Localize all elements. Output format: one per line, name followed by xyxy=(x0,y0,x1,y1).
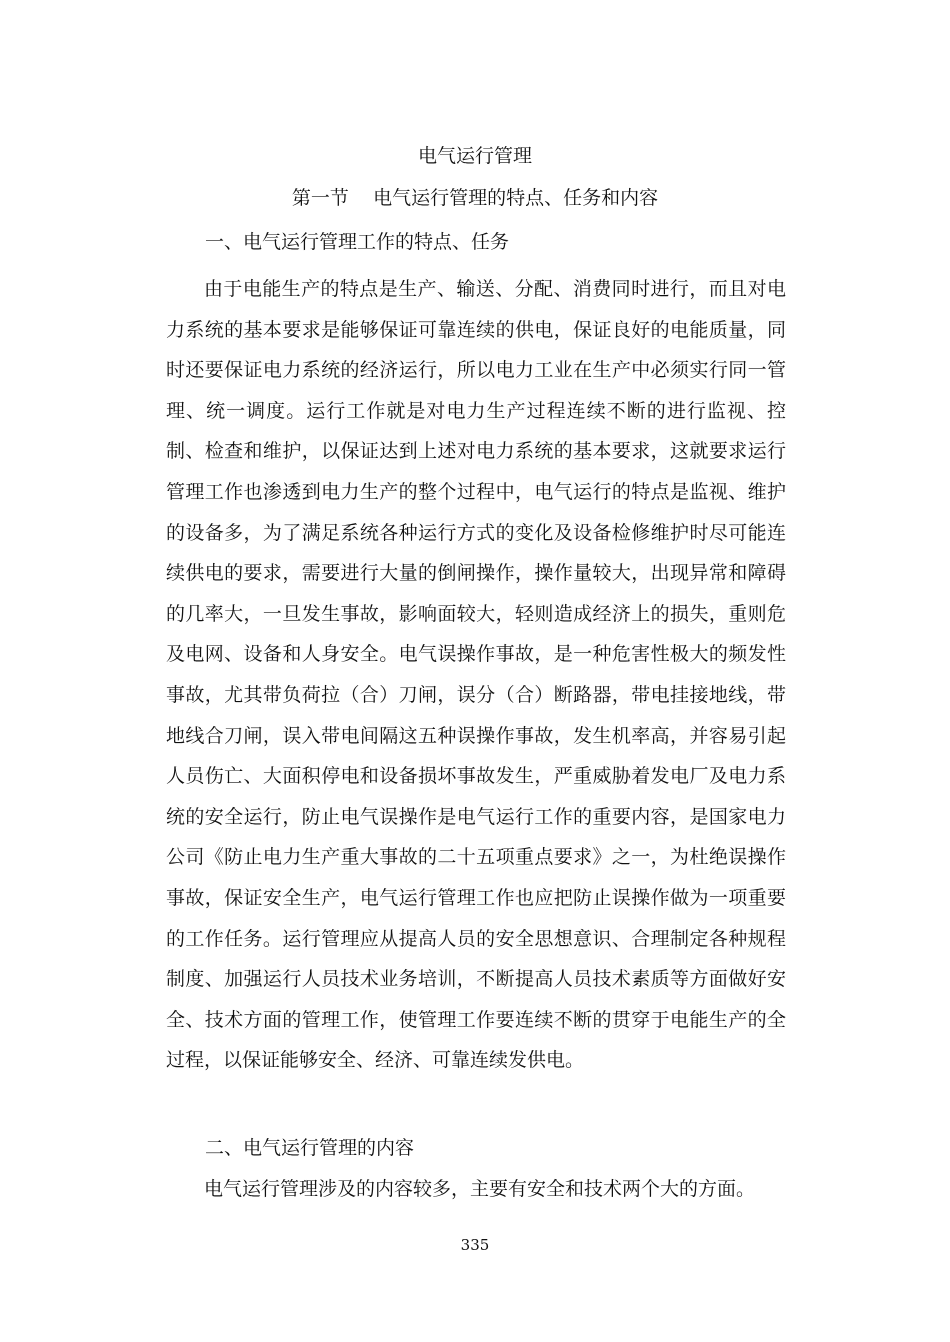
subsection-heading-2: 二、电气运行管理的内容 xyxy=(205,1137,415,1159)
body-paragraph-1: 由于电能生产的特点是生产、输送、分配、消费同时进行，而且对电力系统的基本要求是能够保证可靠连续的供电，保证良好的电能质量，同时还要保证电力系统的经济运行，所以电力工业在生产中必须实行同一管理、统一调度。运行工作就是对电力生产过程连续不断的进行监视、控制、检查和维护，以保证达到上述对电力系统的基本要求，这就要求运行管理工作也渗透到电力生产的整个过程中，电气运行的特点是监视、维护的设备多，为了满足系统各种运行方式的变化及设备检修维护时尽可能连续供电的要求，需要进行大量的倒闸操作，操作量较大，出现异常和障碍的几率大，一旦发生事故，影响面较大，轻则造成经济上的损失，重则危及电网、设备和人身安全。电气误操作事故，是一种危害性极大的频发性事故，尤其带负荷拉（合）刀闸，误分（合）断路器，带电挂接地线，带地线合刀闸，误入带电间隔这五种误操作事故，发生机率高，并容易引起人员伤亡、大面积停电和设备损坏事故发生，严重威胁着发电厂及电力系统的安全运行，防止电气误操作是电气运行工作的重要内容，是国家电力公司《防止电力生产重大事故的二十五项重点要求》之一，为杜绝误操作事故，保证安全生产，电气运行管理工作也应把防止误操作做为一项重要的工作任务。运行管理应从提高人员的安全思想意识、合理制定各种规程制度、加强运行人员技术业务培训，不断提高人员技术素质等方面做好安全、技术方面的管理工作，使管理工作要连续不断的贯穿于电能生产的全过程，以保证能够安全、经济、可靠连续发供电。 xyxy=(166,278,786,1072)
body-paragraph-2: 电气运行管理涉及的内容较多，主要有安全和技术两个大的方面。 xyxy=(204,1178,756,1200)
page-number: 335 xyxy=(460,1236,490,1254)
section-title: 第一节 电气运行管理的特点、任务和内容 xyxy=(291,187,659,209)
subsection-heading-1: 一、电气运行管理工作的特点、任务 xyxy=(205,231,510,253)
document-title: 电气运行管理 xyxy=(417,145,532,167)
